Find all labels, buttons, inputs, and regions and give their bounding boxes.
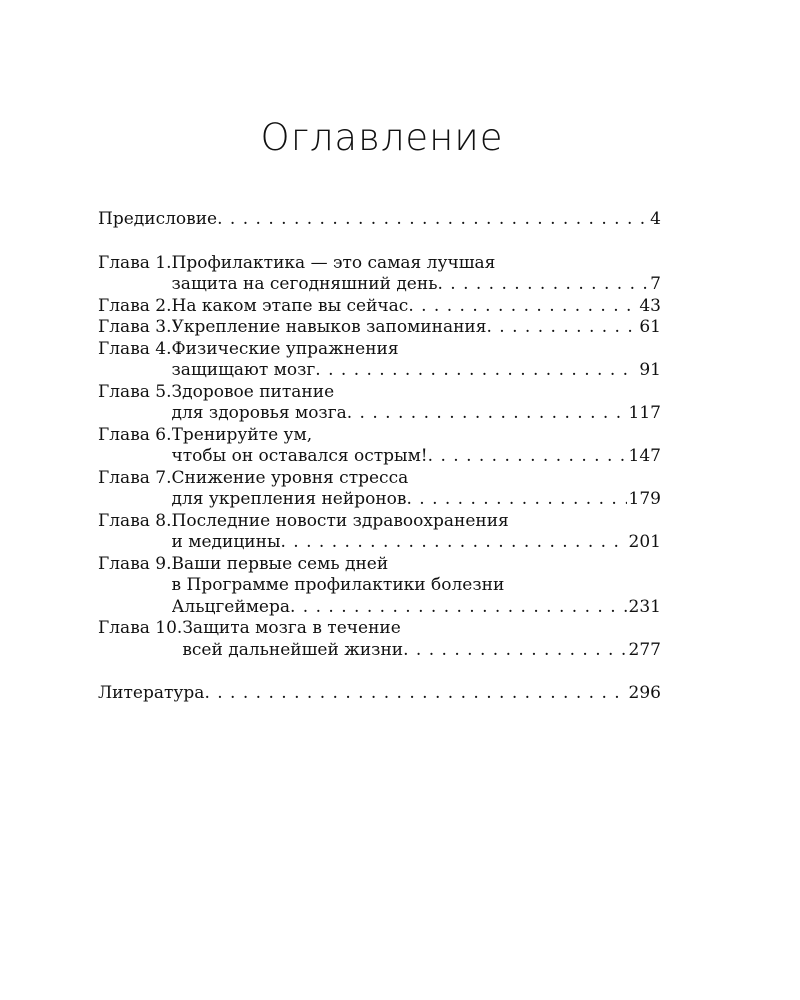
dot-leader — [403, 640, 626, 662]
entry-title-line: защищают мозг — [171, 360, 316, 380]
entry-title-line: чтобы он оставался острым! — [171, 446, 428, 466]
entry-title-line: Профилактика — это самая лучшая — [171, 252, 496, 273]
entry-title-line: Тренируйте ум, — [171, 424, 313, 445]
dot-leader — [290, 597, 627, 619]
entry-title-line: Снижение уровня стресса — [171, 467, 409, 488]
page-number: 61 — [639, 317, 661, 337]
entry-title-line: для здоровья мозга — [171, 403, 347, 423]
toc-entry[interactable] — [98, 554, 661, 619]
chapter-number: Глава 9. — [98, 553, 172, 574]
toc-entry[interactable] — [98, 209, 661, 231]
entry-title-line: Предисловие — [98, 209, 218, 229]
chapter-number: Глава 5. — [98, 381, 172, 402]
toc-entry[interactable] — [98, 468, 661, 511]
entry-title-line: Защита мозга в течение — [182, 618, 401, 638]
toc-entry[interactable] — [98, 683, 661, 705]
entry-title-line: Ваши первые семь дней — [171, 553, 389, 574]
toc-entry[interactable] — [98, 511, 661, 554]
entry-title-line: Здоровое питание — [171, 381, 335, 402]
dot-leader — [217, 209, 648, 231]
dot-leader — [280, 532, 626, 554]
entry-title-line: Альцгеймера — [171, 596, 290, 617]
chapter-number: Глава 6. — [98, 424, 172, 445]
chapter-number: Глава 4. — [98, 338, 172, 359]
dot-leader — [204, 683, 626, 705]
entry-title-line: Укрепление навыков запоминания — [171, 317, 487, 337]
toc-entry[interactable] — [98, 253, 661, 296]
entry-title-line: На каком этапе вы сейчас — [171, 295, 409, 316]
page-number: 277 — [628, 639, 661, 660]
entry-title-line: Последние новости здравоохранения — [171, 510, 509, 531]
page-number: 91 — [639, 360, 661, 380]
page-number: 4 — [650, 209, 661, 229]
page-number: 43 — [639, 295, 661, 316]
entry-title-line: для укрепления нейронов — [171, 489, 407, 509]
dot-leader — [347, 403, 627, 425]
page-title: Оглавление — [260, 116, 504, 159]
entry-title-line: и медицины — [171, 532, 281, 552]
entry-title-line: защита на сегодняшний день — [171, 274, 438, 294]
chapter-number: Глава 10. — [98, 618, 183, 638]
entry-title-line: всей дальнейшей жизни — [182, 639, 404, 660]
chapter-number: Глава 8. — [98, 510, 172, 531]
entry-title-line: в Программе профилактики болезни — [171, 575, 505, 595]
page-number: 296 — [628, 683, 661, 703]
toc-entry[interactable] — [98, 296, 661, 318]
dot-leader — [428, 446, 627, 468]
dot-leader — [408, 296, 637, 318]
page-number: 147 — [628, 446, 661, 466]
chapter-number: Глава 3. — [98, 317, 172, 337]
dot-leader — [437, 274, 648, 296]
dot-leader — [315, 360, 637, 382]
dot-leader — [486, 317, 637, 339]
toc-entry[interactable] — [98, 382, 661, 425]
toc-entry[interactable] — [98, 339, 661, 382]
toc-entry[interactable] — [98, 618, 661, 661]
toc-entry[interactable] — [98, 317, 661, 339]
page-number: 231 — [628, 596, 661, 617]
page-number: 7 — [650, 274, 661, 294]
dot-leader — [406, 489, 626, 511]
page-number: 179 — [628, 489, 661, 509]
table-of-contents — [98, 209, 661, 705]
chapter-number: Глава 2. — [98, 295, 172, 316]
page-number: 201 — [628, 532, 661, 552]
chapter-number: Глава 7. — [98, 467, 172, 488]
chapter-number: Глава 1. — [98, 252, 172, 273]
entry-title-line: Физические упражнения — [171, 338, 399, 359]
toc-entry[interactable] — [98, 425, 661, 468]
page-number: 117 — [628, 403, 661, 423]
entry-title-line: Литература — [98, 683, 205, 703]
